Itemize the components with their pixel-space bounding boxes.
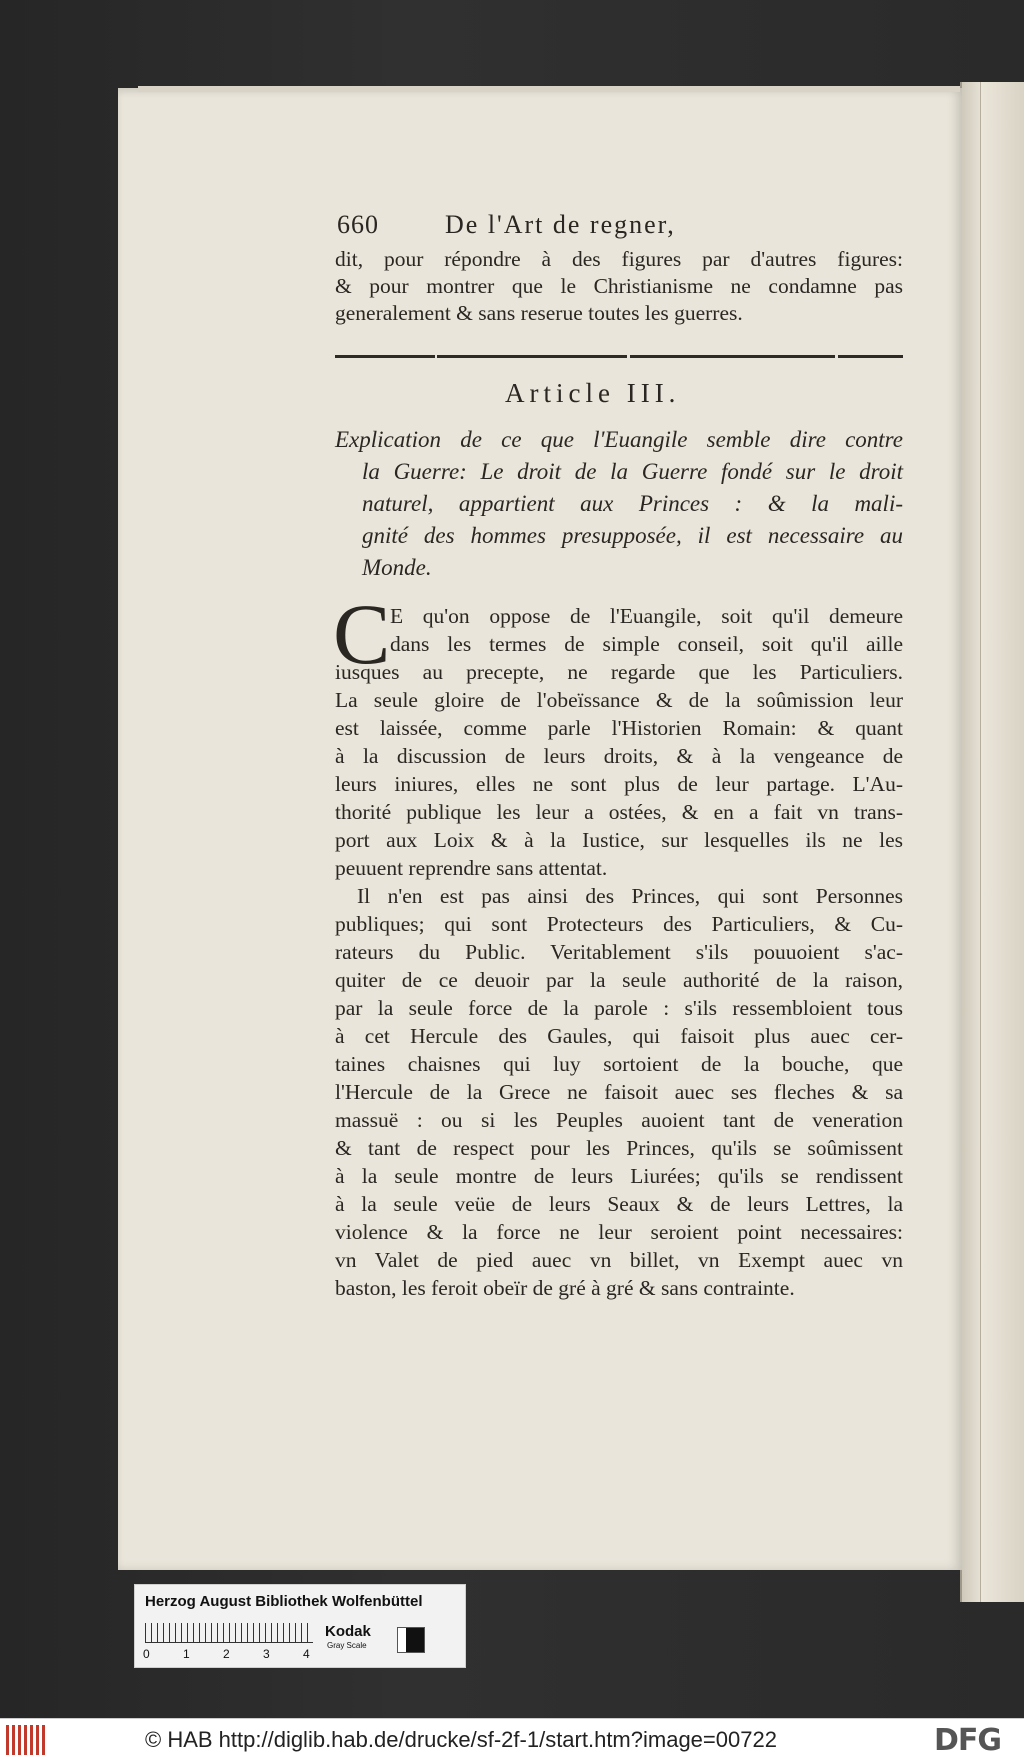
body-line: quiter de ce deuoir par la seule authorité de la raison,	[335, 968, 903, 992]
opening-line: dit, pour répondre à des figures par d'autres figures:	[335, 247, 903, 271]
kodak-label: Kodak	[325, 1623, 371, 1640]
ruler-number: 4	[303, 1647, 310, 1661]
footer-bar	[0, 1718, 1024, 1759]
ruler-number: 0	[143, 1647, 150, 1661]
body-line: La seule gloire de l'obeïssance & de la soûmission leur	[335, 688, 903, 712]
body-line: port aux Loix & à la Iustice, sur lesquelles ils ne les	[335, 828, 903, 852]
body-line: & tant de respect pour les Princes, qu'ils se soûmissent	[335, 1136, 903, 1160]
body-line: taines chaisnes qui luy sortoient de la bouche, que	[335, 1052, 903, 1076]
facing-page-edge	[960, 82, 1024, 1602]
body-line: à la discussion de leurs droits, & à la vengeance de	[335, 744, 903, 768]
body-line: thorité publique les leur a ostées, & en a fait vn trans-	[335, 800, 903, 824]
footer-url[interactable]: © HAB http://diglib.hab.de/drucke/sf-2f-1/start.htm?image=00722	[145, 1727, 777, 1752]
opening-line: generalement & sans reserue toutes les guerres.	[335, 301, 743, 325]
hab-logo-icon	[6, 1725, 48, 1755]
running-head-title: De l'Art de regner,	[445, 210, 676, 239]
card-title: Herzog August Bibliothek Wolfenbüttel	[145, 1593, 423, 1610]
body-line: à cet Hercule des Gaules, qui faisoit plus auec cer-	[335, 1024, 903, 1048]
body-line: dans les termes de simple conseil, soit qu'il aille	[390, 632, 903, 656]
body-line: leurs iniures, elles ne sont plus de leur partage. L'Au-	[335, 772, 903, 796]
article-summary-line: gnité des hommes presupposée, il est necessaire au	[362, 523, 903, 548]
body-line: vn Valet de pied auec vn billet, vn Exempt auec vn	[335, 1248, 903, 1272]
separator-rule	[630, 355, 835, 358]
opening-line: & pour montrer que le Christianisme ne condamne pas	[335, 274, 903, 298]
dfg-logo: DFG	[934, 1723, 1002, 1758]
gray-swatch	[397, 1627, 425, 1653]
body-line: violence & la force ne leur seroient point necessaires:	[335, 1220, 903, 1244]
article-summary-line: la Guerre: Le droit de la Guerre fondé sur le droit	[362, 459, 903, 484]
body-line: E qu'on oppose de l'Euangile, soit qu'il demeure	[390, 604, 903, 628]
ruler-number: 2	[223, 1647, 230, 1661]
body-line: iusques au precepte, ne regarde que les Particuliers.	[335, 660, 903, 684]
article-heading: Article III.	[505, 378, 681, 408]
gray-scale-label: Gray Scale	[327, 1641, 367, 1650]
body-line: l'Hercule de la Grece ne faisoit auec ses fleches & sa	[335, 1080, 903, 1104]
drop-cap: C	[333, 586, 391, 682]
body-line: massuë : ou si les Peuples auoient tant de veneration	[335, 1108, 903, 1132]
body-line: à la seule montre de leurs Liurées; qu'ils se rendissent	[335, 1164, 903, 1188]
ruler-number: 1	[183, 1647, 190, 1661]
body-line: rateurs du Public. Veritablement s'ils pouuoient s'ac-	[335, 940, 903, 964]
article-summary-line: Monde.	[362, 555, 432, 580]
body-line: baston, les feroit obeïr de gré à gré & sans contrainte.	[335, 1276, 795, 1300]
body-line: Il n'en est pas ainsi des Princes, qui sont Personnes	[357, 884, 903, 908]
body-line: publiques; qui sont Protecteurs des Particuliers, & Cu-	[335, 912, 903, 936]
separator-rule	[335, 355, 435, 358]
body-line: à la seule veüe de leurs Seaux & de leurs Lettres, la	[335, 1192, 903, 1216]
body-line: peuuent reprendre sans attentat.	[335, 856, 608, 880]
article-summary-line: Explication de ce que l'Euangile semble dire contre	[335, 427, 903, 452]
card-ruler	[145, 1623, 313, 1643]
separator-rule	[437, 355, 627, 358]
body-line: par la seule force de la parole : s'ils ressembloient tous	[335, 996, 903, 1020]
page-number: 660	[337, 210, 379, 239]
color-calibration-card	[134, 1584, 466, 1668]
body-line: est laissée, comme parle l'Historien Romain: & quant	[335, 716, 903, 740]
ruler-number: 3	[263, 1647, 270, 1661]
separator-rule	[838, 355, 903, 358]
running-head	[337, 210, 897, 242]
article-summary-line: naturel, appartient aux Princes : & la mali-	[362, 491, 903, 516]
page-top-edge	[138, 86, 960, 92]
